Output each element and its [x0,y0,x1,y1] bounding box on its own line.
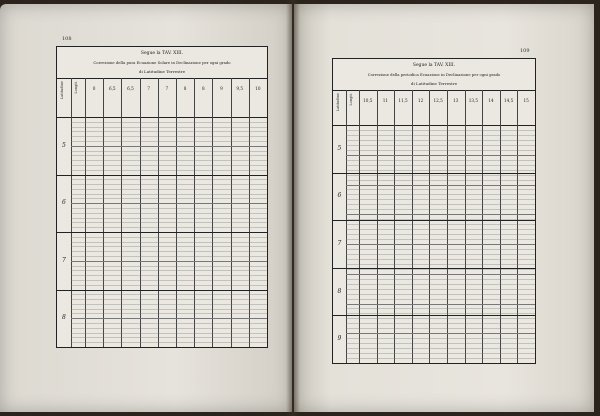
book-gutter [286,0,300,416]
right-row-divider [346,299,535,300]
right-row-divider [346,269,535,270]
left-row-divider [71,155,267,156]
left-row-divider [71,333,267,334]
left-column-header: 9 [220,86,223,91]
right-row-divider [346,234,535,235]
left-degree-rule [57,290,267,291]
right-degree-rule [333,268,535,269]
left-row-divider [71,170,267,171]
left-row-divider [71,246,267,247]
right-column-header: 14 [488,98,494,103]
right-row-divider [346,189,535,190]
left-column-header: 9,5 [236,86,244,91]
right-row-divider [346,130,535,131]
right-body-rule [333,125,535,126]
left-table-subtitle: Correzione della pura Ecuazione Solare in Declinazione per ogni grado [93,60,231,65]
right-row-divider [346,224,535,225]
right-row-divider [346,323,535,324]
left-row-divider [71,318,267,319]
left-row-divider [71,165,267,166]
left-row-divider [71,261,267,262]
left-body-rule [57,117,267,118]
right-degree-label: 7 [337,240,342,247]
right-row-divider [346,214,535,215]
left-column-header: 8 [201,86,205,91]
right-row-divider [346,180,535,181]
left-row-divider [71,127,267,128]
right-row-divider [346,199,535,200]
right-row-divider [346,333,535,334]
right-column-header: 13 [453,98,459,103]
left-row-divider [71,299,267,300]
left-row-divider [71,251,267,252]
left-degree-label: 8 [62,314,66,322]
right-page [294,4,594,412]
right-column-header: 15 [523,98,529,103]
right-row-divider [346,353,535,354]
left-row-divider [71,218,267,219]
left-table-title: Segue la TAV. XIII. [140,51,184,56]
left-row-divider [71,131,267,132]
right-column-header: Latitudine [336,93,340,112]
left-degree-rule [57,175,267,176]
right-degree-label: 5 [337,144,342,152]
left-degree-label: 7 [62,256,66,264]
right-column-header: 14,5 [503,98,514,103]
right-row-divider [346,150,535,151]
left-page-number: 108 [62,36,72,42]
right-degree-rule [333,315,535,316]
left-header-rule [57,78,267,79]
left-row-divider [71,141,267,142]
right-degree-label: 9 [337,335,342,343]
left-row-divider [71,237,267,238]
right-table-subtitle-2: di Latitudine Terrestre [410,81,458,86]
left-row-divider [71,323,267,324]
right-row-divider [346,259,535,260]
left-row-divider [71,285,267,286]
right-degree-rule [333,220,535,221]
left-row-divider [71,136,267,137]
right-row-divider [346,249,535,250]
left-column-header: Longit. [74,81,78,94]
left-row-divider [71,160,267,161]
left-row-divider [71,309,267,310]
left-row-divider [71,294,267,295]
right-row-divider [346,175,535,176]
right-row-divider [346,313,535,314]
left-row-divider [71,275,267,276]
right-column-header: 11 [382,98,389,103]
right-degree-rule [333,173,535,174]
left-row-divider [71,313,267,314]
right-table-title: Segue la TAV. XIII. [412,63,456,68]
left-row-divider [71,184,267,185]
right-row-divider [346,318,535,319]
left-row-divider [71,208,267,209]
right-column-header: 10,5 [363,98,373,103]
right-row-divider [346,304,535,305]
left-row-divider [71,242,267,243]
left-row-divider [71,280,267,281]
right-column-header: 11,5 [398,98,408,103]
right-row-divider [346,284,535,285]
left-row-divider [71,266,267,267]
left-row-divider [71,256,267,257]
left-column-header: 7 [165,86,169,91]
left-column-header: 10 [255,86,261,91]
left-row-divider [71,304,267,305]
right-row-divider [346,145,535,146]
right-row-divider [346,343,535,344]
right-row-divider [346,254,535,255]
right-table-subtitle: Correzione della periodica Ecuazione in Declinazione per ogni grado [367,72,501,77]
left-row-divider [71,122,267,123]
right-row-divider [346,289,535,290]
right-row-divider [346,328,535,329]
right-row-divider [346,140,535,141]
right-row-divider [346,264,535,265]
right-row-divider [346,209,535,210]
left-row-divider [71,222,267,223]
left-column-header: 6,5 [108,86,116,91]
left-degree-label: 6 [62,199,66,207]
right-row-divider [346,358,535,359]
left-table [56,46,268,348]
right-column-header: 13,5 [468,98,479,103]
right-row-divider [346,204,535,205]
right-row-divider [346,348,535,349]
left-row-divider [71,203,267,204]
left-row-divider [71,227,267,228]
left-row-divider [71,194,267,195]
right-row-divider [346,160,535,161]
right-row-divider [346,165,535,166]
right-header-rule [333,90,535,91]
left-row-divider [71,151,267,152]
left-degree-rule [57,232,267,233]
right-row-divider [346,194,535,195]
right-row-divider [346,279,535,280]
left-row-divider [71,270,267,271]
right-degree-label: 8 [337,287,342,295]
left-column-header: 7 [147,86,151,91]
left-table-subtitle-2: di Latitudine Terrestre [138,69,186,74]
right-row-divider [346,170,535,171]
right-row-divider [346,135,535,136]
left-column-header: 0 [92,86,96,91]
right-row-divider [346,239,535,240]
right-row-divider [346,274,535,275]
left-row-divider [71,342,267,343]
left-row-divider [71,179,267,180]
left-row-divider [71,213,267,214]
right-degree-label: 6 [337,192,342,200]
right-row-divider [346,244,535,245]
left-row-divider [71,146,267,147]
right-page-number: 109 [520,48,530,54]
left-row-divider [71,328,267,329]
left-column-header: Latitudine [60,81,64,100]
left-column-header: 6,5 [127,86,134,91]
left-column-header: 8 [183,86,187,91]
right-column-header: 12,5 [433,98,443,103]
left-row-divider [71,189,267,190]
right-row-divider [346,155,535,156]
right-row-divider [346,338,535,339]
left-row-divider [71,337,267,338]
right-row-divider [346,294,535,295]
right-row-divider [346,229,535,230]
left-page [0,4,292,412]
right-row-divider [346,308,535,309]
right-row-divider [346,185,535,186]
left-degree-label: 5 [62,141,66,149]
left-row-divider [71,198,267,199]
right-column-header: Longit. [349,93,353,106]
right-column-header: 12 [417,98,424,103]
right-table [332,58,536,364]
